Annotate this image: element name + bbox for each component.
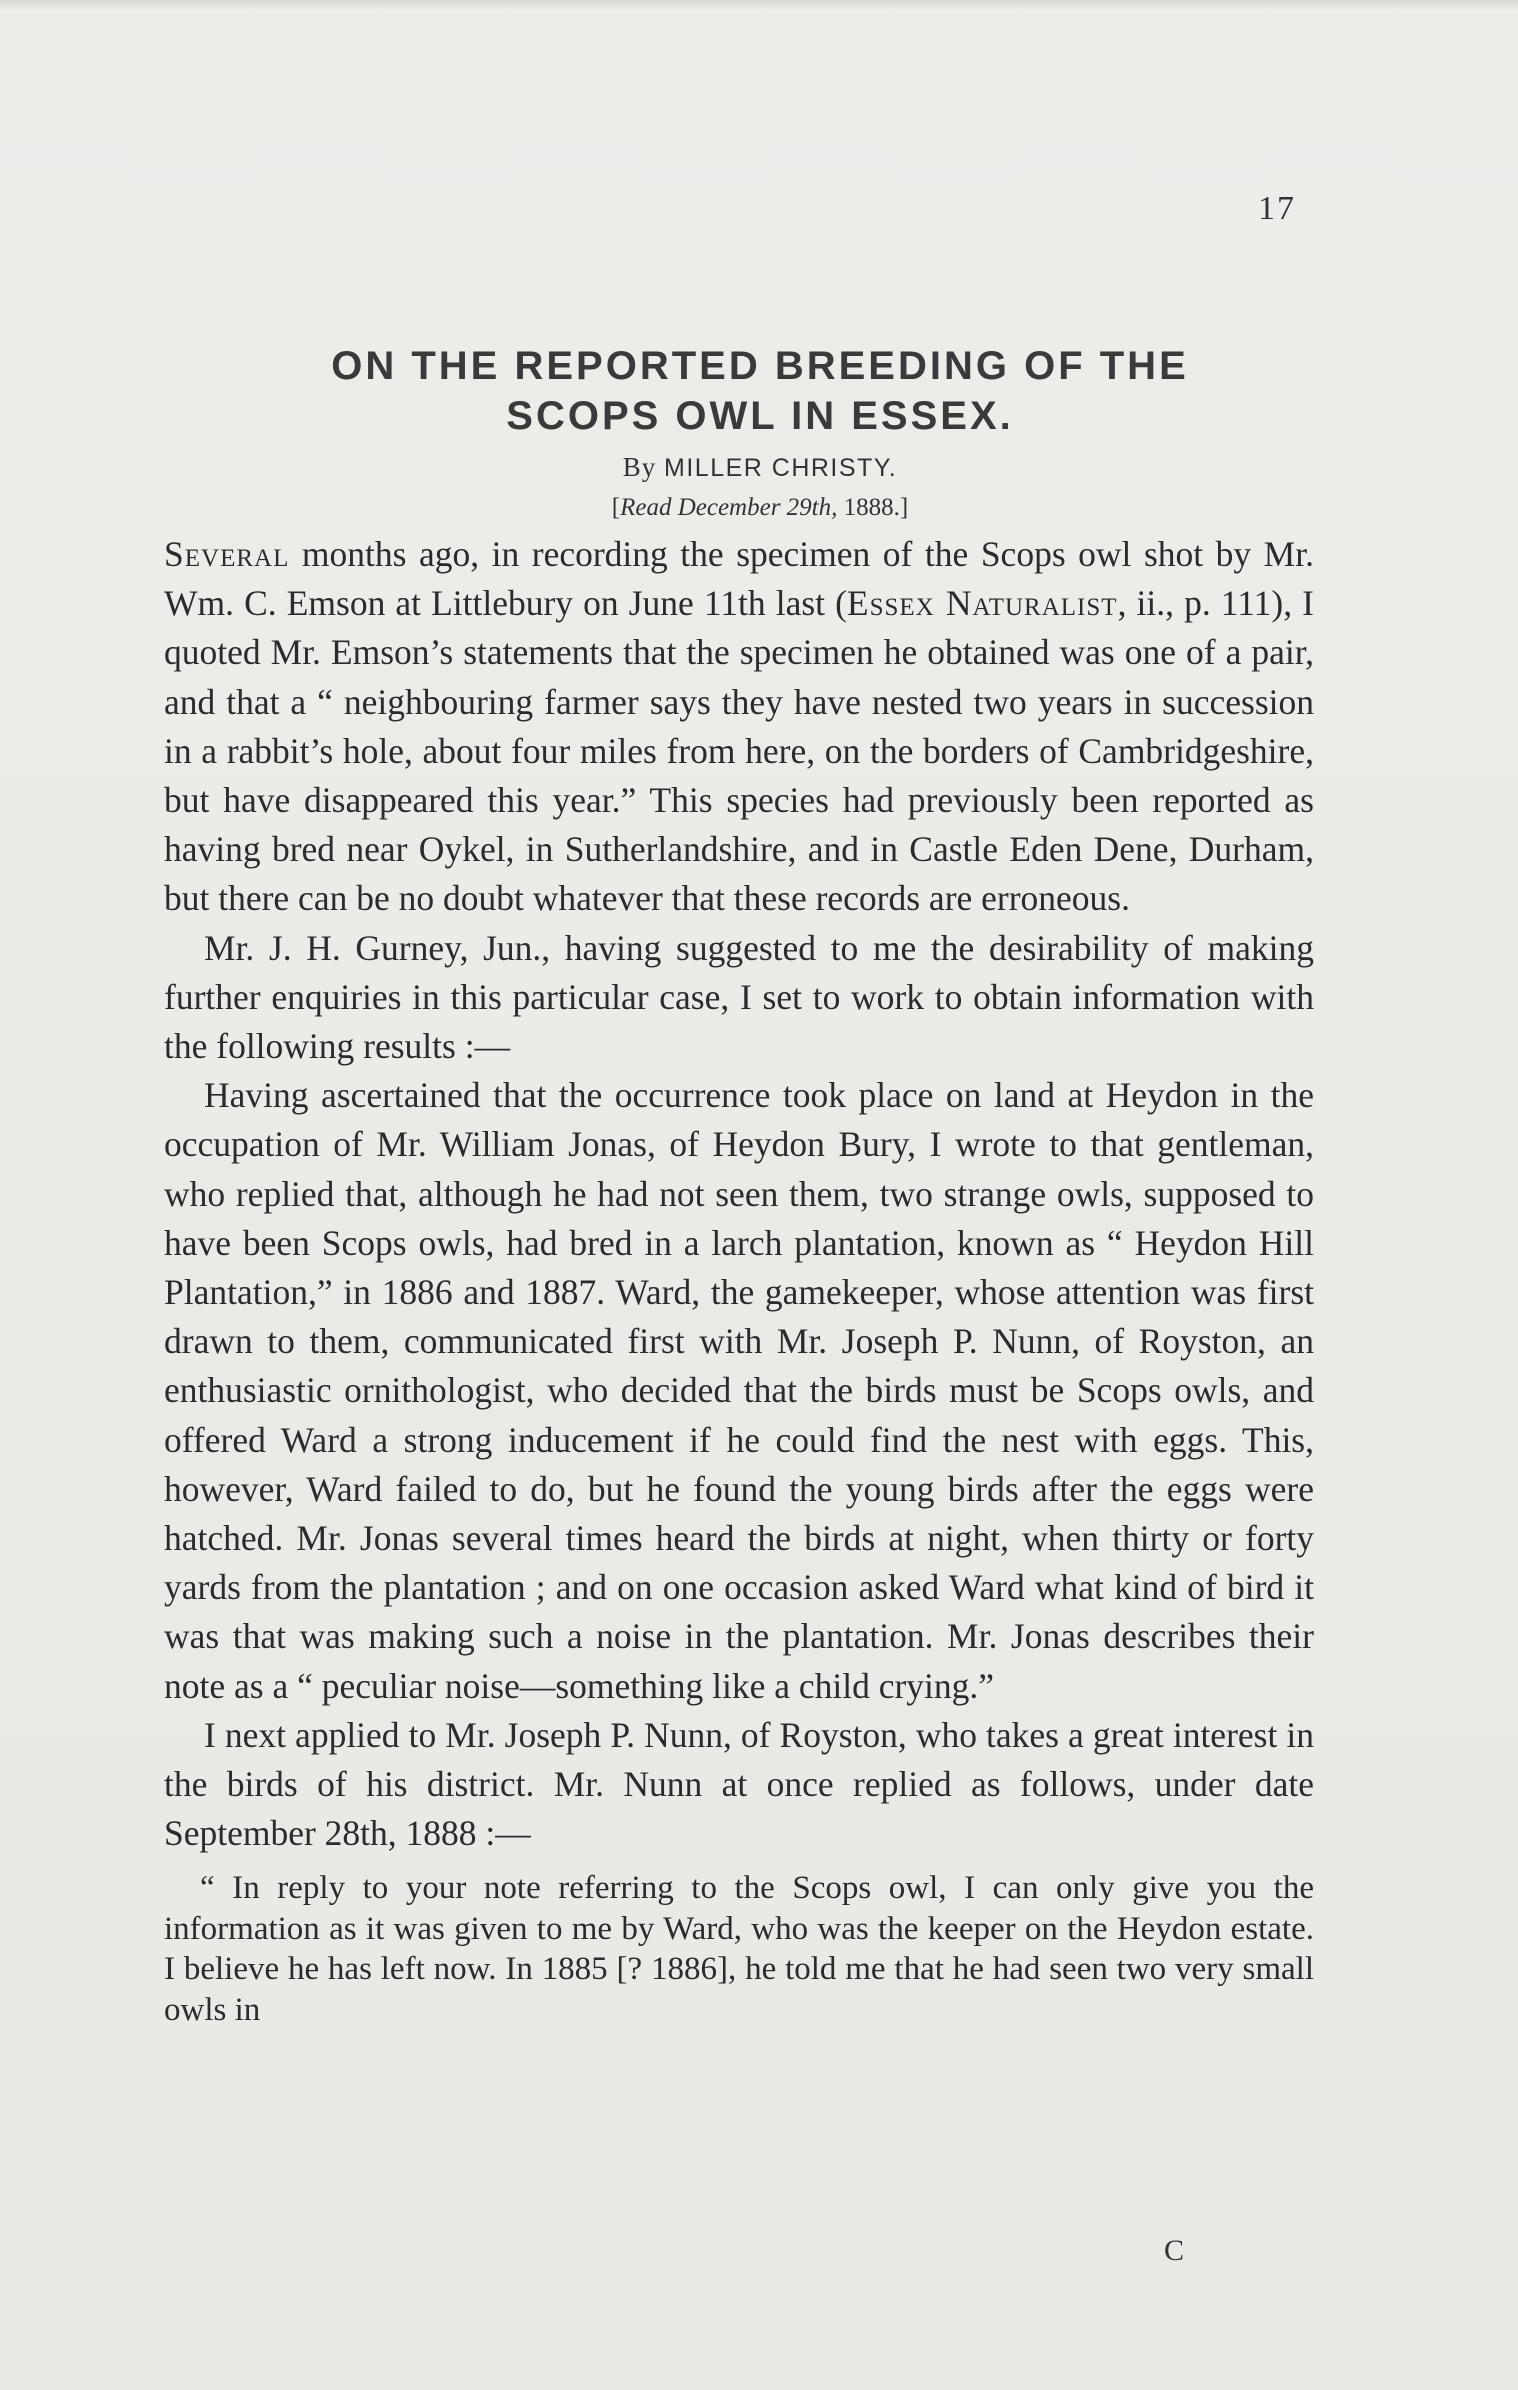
paragraph-4: I next applied to Mr. Joseph P. Nunn, of Royston, who takes a great interest in the birds of his district. Mr. Nunn at once replied as follows, under date September 28th, 1888 :— bbox=[164, 1714, 1314, 1854]
paragraph-2: Mr. J. H. Gurney, Jun., having suggested to me the desirability of making further enquiries in this particular case, I set to work to obtain information with the following results :— bbox=[164, 927, 1314, 1067]
article-title-line-1: ON THE REPORTED BREEDING OF THE bbox=[331, 344, 1189, 388]
paragraph-1-lead: Several bbox=[164, 534, 290, 574]
read-date-open: [ bbox=[611, 494, 621, 521]
read-date bbox=[160, 494, 1360, 522]
paragraph-1 bbox=[164, 530, 1314, 924]
read-date-year: 1888.] bbox=[837, 494, 909, 521]
quoted-letter: “ In reply to your note referring to the Scops owl, I can only give you the information as it was given to me by Ward, who was the keeper on the Heydon estate. I believe he has left now. In 1885 [? 1886], he told me that he had seen two very small owls in bbox=[164, 1870, 1314, 2028]
paragraph-1-text-b: , ii., p. 111), I quoted Mr. Emson’s statements that the specimen he obtained was one of a pair, and that a “ neighbouring farmer says they have nested two years in succession in a rabbit’s hole, about four miles from here, on the borders of Cambridgeshire, but have disappeared this year.” This species had previously been reported as having bred near Oykel, in Sutherlandshire, and in Castle Eden Dene, Durham, but there can be no doubt whatever that these records are erroneous. bbox=[164, 583, 1314, 919]
paragraph-1-text-a: months ago, in recording the specimen of the Scops owl shot by Mr. Wm. C. Emson at Littlebury on June 11th last ( bbox=[164, 534, 1314, 624]
byline bbox=[160, 452, 1360, 483]
page-top-edge bbox=[0, 0, 1518, 10]
byline-author: MILLER CHRISTY. bbox=[664, 454, 898, 482]
article-body bbox=[164, 530, 1314, 2030]
page-number: 17 bbox=[1258, 190, 1296, 227]
article-title-line-2: SCOPS OWL IN ESSEX. bbox=[506, 394, 1014, 438]
paragraph-3: Having ascertained that the occurrence took place on land at Heydon in the occupation of Mr. William Jonas, of Heydon Bury, I wrote to that gentleman, who replied that, although he had not seen them, two strange owls, supposed to have been Scops owls, had bred in a larch plantation, known as “ Heydon Hill Plantation,” in 1886 and 1887. Ward, the gamekeeper, whose attention was first drawn to them, communicated first with Mr. Joseph P. Nunn, of Royston, an enthusiastic ornithologist, who decided that the birds must be Scops owls, and offered Ward a strong inducement if he could find the nest with eggs. This, however, Ward failed to do, but he found the young birds after the eggs were hatched. Mr. Jonas several times heard the birds at night, when thirty or forty yards from the plantation ; and on one occasion asked Ward what kind of bird it was that was making such a noise in the plantation. Mr. Jonas describes their note as a “ peculiar noise—something like a child crying.” bbox=[164, 1075, 1314, 1706]
read-date-italic: Read December 29th, bbox=[620, 494, 838, 521]
signature-mark: C bbox=[1164, 2234, 1185, 2267]
journal-name: Essex Naturalist bbox=[846, 583, 1118, 624]
byline-prefix: By bbox=[622, 452, 657, 482]
